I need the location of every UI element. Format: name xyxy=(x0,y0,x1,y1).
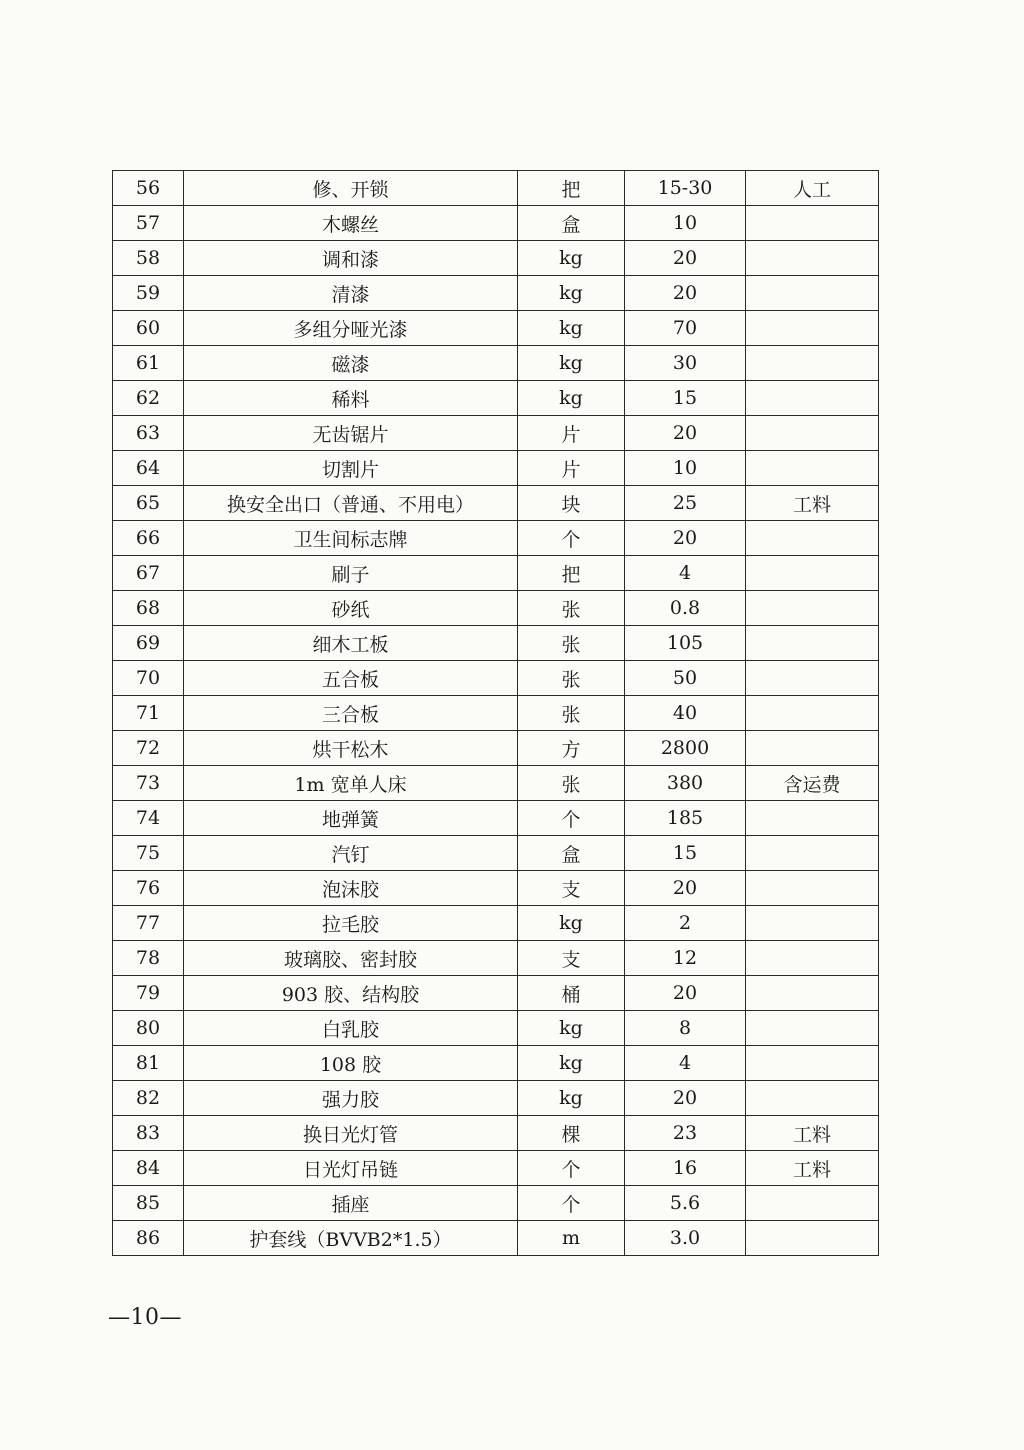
price-cell: 20 xyxy=(625,976,746,1011)
row-number-cell: 59 xyxy=(113,276,184,311)
note-cell xyxy=(746,416,879,451)
item-name-cell: 刷子 xyxy=(184,556,518,591)
item-name-cell: 玻璃胶、密封胶 xyxy=(184,941,518,976)
table-row xyxy=(113,836,879,871)
row-number-cell: 66 xyxy=(113,521,184,556)
price-cell: 20 xyxy=(625,241,746,276)
table-row xyxy=(113,241,879,276)
item-name-cell: 换安全出口（普通、不用电） xyxy=(184,486,518,521)
table-row xyxy=(113,171,879,206)
table-row xyxy=(113,206,879,241)
row-number-cell: 81 xyxy=(113,1046,184,1081)
note-cell: 含运费 xyxy=(746,766,879,801)
note-cell xyxy=(746,241,879,276)
row-number-cell: 73 xyxy=(113,766,184,801)
row-number-cell: 80 xyxy=(113,1011,184,1046)
note-cell xyxy=(746,1046,879,1081)
note-cell xyxy=(746,871,879,906)
note-cell: 工料 xyxy=(746,1151,879,1186)
row-number-cell: 63 xyxy=(113,416,184,451)
item-name-cell: 卫生间标志牌 xyxy=(184,521,518,556)
price-cell: 20 xyxy=(625,521,746,556)
row-number-cell: 60 xyxy=(113,311,184,346)
note-cell xyxy=(746,276,879,311)
price-cell: 10 xyxy=(625,206,746,241)
price-cell: 4 xyxy=(625,1046,746,1081)
row-number-cell: 82 xyxy=(113,1081,184,1116)
row-number-cell: 84 xyxy=(113,1151,184,1186)
item-name-cell: 五合板 xyxy=(184,661,518,696)
row-number-cell: 78 xyxy=(113,941,184,976)
unit-cell: m xyxy=(518,1221,625,1256)
price-cell: 20 xyxy=(625,416,746,451)
note-cell xyxy=(746,206,879,241)
note-cell xyxy=(746,1221,879,1256)
unit-cell: 张 xyxy=(518,626,625,661)
item-name-cell: 细木工板 xyxy=(184,626,518,661)
item-name-cell: 汽钉 xyxy=(184,836,518,871)
row-number-cell: 83 xyxy=(113,1116,184,1151)
item-name-cell: 三合板 xyxy=(184,696,518,731)
row-number-cell: 67 xyxy=(113,556,184,591)
note-cell xyxy=(746,1081,879,1116)
note-cell xyxy=(746,556,879,591)
table-row xyxy=(113,311,879,346)
note-cell xyxy=(746,381,879,416)
table-row xyxy=(113,521,879,556)
row-number-cell: 57 xyxy=(113,206,184,241)
table-row xyxy=(113,276,879,311)
price-cell: 4 xyxy=(625,556,746,591)
price-cell: 15 xyxy=(625,836,746,871)
item-name-cell: 强力胶 xyxy=(184,1081,518,1116)
item-name-cell: 拉毛胶 xyxy=(184,906,518,941)
item-name-cell: 108 胶 xyxy=(184,1046,518,1081)
row-number-cell: 75 xyxy=(113,836,184,871)
row-number-cell: 76 xyxy=(113,871,184,906)
price-cell: 23 xyxy=(625,1116,746,1151)
item-name-cell: 泡沫胶 xyxy=(184,871,518,906)
unit-cell: 桶 xyxy=(518,976,625,1011)
item-name-cell: 切割片 xyxy=(184,451,518,486)
unit-cell: kg xyxy=(518,906,625,941)
table-row xyxy=(113,871,879,906)
item-name-cell: 换日光灯管 xyxy=(184,1116,518,1151)
unit-cell: kg xyxy=(518,1011,625,1046)
item-name-cell: 插座 xyxy=(184,1186,518,1221)
item-name-cell: 调和漆 xyxy=(184,241,518,276)
table-row xyxy=(113,556,879,591)
unit-cell: kg xyxy=(518,276,625,311)
unit-cell: 棵 xyxy=(518,1116,625,1151)
unit-cell: kg xyxy=(518,346,625,381)
item-name-cell: 木螺丝 xyxy=(184,206,518,241)
table-row xyxy=(113,346,879,381)
row-number-cell: 86 xyxy=(113,1221,184,1256)
price-cell: 10 xyxy=(625,451,746,486)
price-cell: 20 xyxy=(625,276,746,311)
unit-cell: 支 xyxy=(518,941,625,976)
row-number-cell: 70 xyxy=(113,661,184,696)
note-cell xyxy=(746,451,879,486)
note-cell xyxy=(746,591,879,626)
row-number-cell: 58 xyxy=(113,241,184,276)
row-number-cell: 72 xyxy=(113,731,184,766)
note-cell xyxy=(746,976,879,1011)
note-cell xyxy=(746,1011,879,1046)
unit-cell: 块 xyxy=(518,486,625,521)
unit-cell: kg xyxy=(518,1081,625,1116)
note-cell: 工料 xyxy=(746,486,879,521)
unit-cell: 支 xyxy=(518,871,625,906)
note-cell xyxy=(746,696,879,731)
item-name-cell: 烘干松木 xyxy=(184,731,518,766)
table-row xyxy=(113,416,879,451)
table-row xyxy=(113,1151,879,1186)
price-cell: 0.8 xyxy=(625,591,746,626)
table-row xyxy=(113,1116,879,1151)
price-cell: 2800 xyxy=(625,731,746,766)
table-body xyxy=(113,171,879,1256)
note-cell xyxy=(746,661,879,696)
unit-cell: kg xyxy=(518,381,625,416)
item-name-cell: 无齿锯片 xyxy=(184,416,518,451)
price-cell: 20 xyxy=(625,1081,746,1116)
table-row xyxy=(113,941,879,976)
item-name-cell: 白乳胶 xyxy=(184,1011,518,1046)
unit-cell: 张 xyxy=(518,591,625,626)
price-table xyxy=(112,170,879,1256)
table-row xyxy=(113,1046,879,1081)
unit-cell: 个 xyxy=(518,801,625,836)
price-cell: 380 xyxy=(625,766,746,801)
row-number-cell: 77 xyxy=(113,906,184,941)
table-row xyxy=(113,976,879,1011)
row-number-cell: 68 xyxy=(113,591,184,626)
note-cell xyxy=(746,836,879,871)
price-cell: 70 xyxy=(625,311,746,346)
unit-cell: 把 xyxy=(518,171,625,206)
item-name-cell: 清漆 xyxy=(184,276,518,311)
price-cell: 40 xyxy=(625,696,746,731)
page-number: —10— xyxy=(108,1305,182,1330)
unit-cell: 盒 xyxy=(518,206,625,241)
unit-cell: 张 xyxy=(518,661,625,696)
unit-cell: 盒 xyxy=(518,836,625,871)
item-name-cell: 修、开锁 xyxy=(184,171,518,206)
table-row xyxy=(113,731,879,766)
row-number-cell: 65 xyxy=(113,486,184,521)
row-number-cell: 85 xyxy=(113,1186,184,1221)
row-number-cell: 62 xyxy=(113,381,184,416)
note-cell xyxy=(746,906,879,941)
row-number-cell: 61 xyxy=(113,346,184,381)
row-number-cell: 74 xyxy=(113,801,184,836)
unit-cell: kg xyxy=(518,311,625,346)
table-row xyxy=(113,766,879,801)
price-cell: 12 xyxy=(625,941,746,976)
price-cell: 50 xyxy=(625,661,746,696)
table-row xyxy=(113,1221,879,1256)
unit-cell: 个 xyxy=(518,1151,625,1186)
note-cell xyxy=(746,941,879,976)
item-name-cell: 护套线（BVVB2*1.5） xyxy=(184,1221,518,1256)
table-row xyxy=(113,801,879,836)
row-number-cell: 79 xyxy=(113,976,184,1011)
item-name-cell: 日光灯吊链 xyxy=(184,1151,518,1186)
price-cell: 25 xyxy=(625,486,746,521)
item-name-cell: 砂纸 xyxy=(184,591,518,626)
item-name-cell: 稀料 xyxy=(184,381,518,416)
note-cell xyxy=(746,346,879,381)
unit-cell: 个 xyxy=(518,521,625,556)
note-cell xyxy=(746,801,879,836)
price-cell: 16 xyxy=(625,1151,746,1186)
note-cell xyxy=(746,626,879,661)
unit-cell: 个 xyxy=(518,1186,625,1221)
unit-cell: 方 xyxy=(518,731,625,766)
table-row xyxy=(113,1011,879,1046)
table-row xyxy=(113,591,879,626)
note-cell xyxy=(746,311,879,346)
note-cell xyxy=(746,731,879,766)
table-row xyxy=(113,451,879,486)
note-cell xyxy=(746,1186,879,1221)
item-name-cell: 903 胶、结构胶 xyxy=(184,976,518,1011)
table-row xyxy=(113,696,879,731)
price-cell: 2 xyxy=(625,906,746,941)
price-cell: 30 xyxy=(625,346,746,381)
item-name-cell: 1m 宽单人床 xyxy=(184,766,518,801)
unit-cell: 把 xyxy=(518,556,625,591)
table-row xyxy=(113,1186,879,1221)
item-name-cell: 磁漆 xyxy=(184,346,518,381)
row-number-cell: 69 xyxy=(113,626,184,661)
price-cell: 15-30 xyxy=(625,171,746,206)
price-cell: 20 xyxy=(625,871,746,906)
unit-cell: 张 xyxy=(518,766,625,801)
row-number-cell: 71 xyxy=(113,696,184,731)
table-row xyxy=(113,906,879,941)
unit-cell: kg xyxy=(518,241,625,276)
row-number-cell: 64 xyxy=(113,451,184,486)
unit-cell: kg xyxy=(518,1046,625,1081)
price-cell: 15 xyxy=(625,381,746,416)
table-row xyxy=(113,626,879,661)
table-row xyxy=(113,1081,879,1116)
table-row xyxy=(113,486,879,521)
price-cell: 8 xyxy=(625,1011,746,1046)
note-cell xyxy=(746,521,879,556)
unit-cell: 片 xyxy=(518,416,625,451)
note-cell: 工料 xyxy=(746,1116,879,1151)
price-cell: 3.0 xyxy=(625,1221,746,1256)
row-number-cell: 56 xyxy=(113,171,184,206)
price-cell: 105 xyxy=(625,626,746,661)
item-name-cell: 地弹簧 xyxy=(184,801,518,836)
price-cell: 185 xyxy=(625,801,746,836)
note-cell: 人工 xyxy=(746,171,879,206)
unit-cell: 片 xyxy=(518,451,625,486)
unit-cell: 张 xyxy=(518,696,625,731)
price-cell: 5.6 xyxy=(625,1186,746,1221)
table-row xyxy=(113,661,879,696)
item-name-cell: 多组分哑光漆 xyxy=(184,311,518,346)
table-row xyxy=(113,381,879,416)
